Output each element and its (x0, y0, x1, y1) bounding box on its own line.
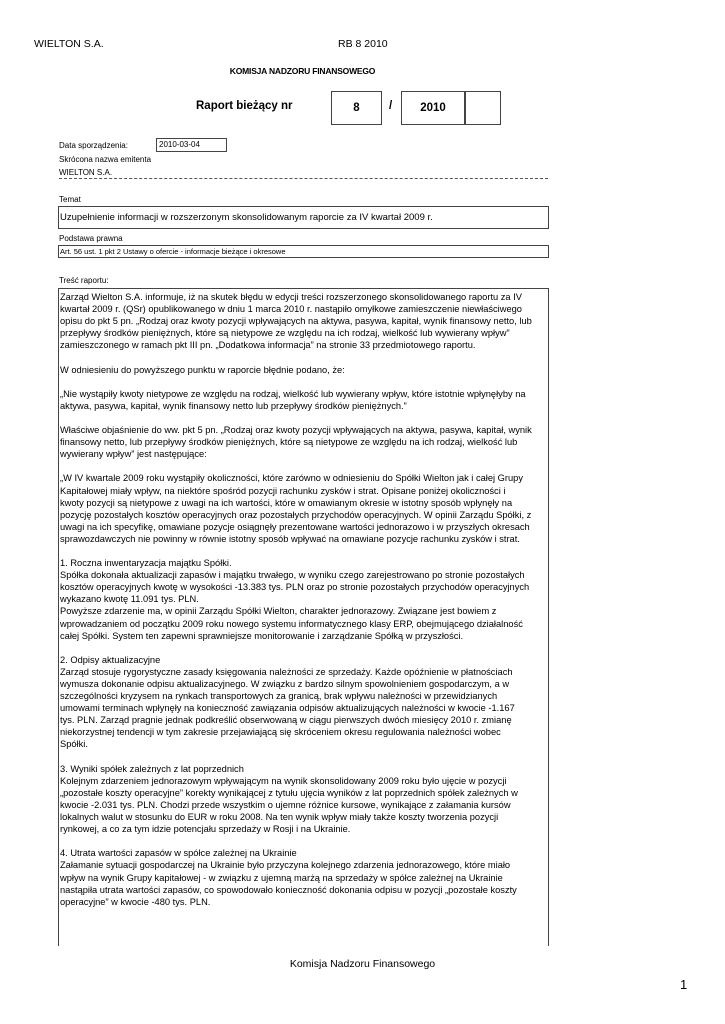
content-line: pozycję pozostałych kosztów operacyjnych oraz pozostałych przychodów operacyjnych. W opinii Zarządu Spółki, z (60, 509, 532, 520)
content-line: zamieszczonego w ramach pkt III pn. „Dodatkowa informacja” na stronie 33 przedmiotowego raportu. (60, 340, 476, 351)
content-line: Kolejnym zdarzeniem jednorazowym wpływającym na wynik skonsolidowany 2009 roku było ujęcie w pozycji (60, 775, 507, 786)
content-line: wykazano kwotę 11.091 tys. PLN. (60, 594, 199, 605)
content-line: Właściwe objaśnienie do ww. pkt 5 pn. „Rodzaj oraz kwoty pozycji wpływających na aktywa, pasywa, kapitał, wynik (60, 425, 532, 436)
content-line: 1. Roczna inwentaryzacja majątku Spółki. (60, 558, 232, 569)
footer-text: Komisja Nadzoru Finansowego (289, 958, 436, 970)
content-line: kosztów operacyjnych kwotę w wysokości -13.383 tys. PLN oraz po stronie pozostałych przychodów operacyjnych (60, 582, 530, 593)
content-line: Załamanie sytuacji gospodarczej na Ukrainie było przyczyna kolejnego zdarzenia jednorazowego, które miało (60, 860, 511, 871)
report-number-box: 8 (331, 91, 382, 125)
content-paragraph (60, 763, 545, 836)
content-line: opisu do pkt 5 pn. „Rodzaj oraz kwoty pozycji wpływających na aktywa, pasywa, kapitał, wynik finansowy netto, lub (60, 316, 532, 327)
content-line: lokalnych walut w stosunku do EUR w roku 2008. Na ten wynik wpływ miały także koszty tworzenia pozycji (60, 812, 499, 823)
header-report-ref: RB 8 2010 (338, 38, 388, 50)
content-line: przepływy środków pieniężnych, które są nietypowe ze względu na ich rodzaj, wielkość lub wywierany wpływ” (60, 328, 510, 339)
content-line: sprawozdawczych nie powinny w równie istotny sposób wpływać na omawiane pozycje rachunku zysków i strat. (60, 533, 520, 544)
short-name-value: WIELTON S.A. (59, 168, 113, 177)
content-line: W odniesieniu do powyższego punktu w raporcie błędnie podano, że: (60, 364, 345, 375)
content-line: umowami terminach wpłynęły na konieczność zawiązania odpisów aktualizujących należności w kwocie -1.167 (60, 703, 515, 714)
footer (0, 958, 725, 970)
content-line: 3. Wyniki spółek zależnych z lat poprzednich (60, 763, 244, 774)
content-line: „pozostałe koszty operacyjne” korekty wynikającej z tytułu ujęcia wyników z lat poprzednich spółek zależnych w (60, 787, 518, 798)
content-paragraph (60, 424, 545, 460)
content-line: „Nie wystąpiły kwoty nietypowe ze względu na rodzaj, wielkość lub wywierany wpływ, które istotnie wpłynęłyby na (60, 388, 526, 399)
content-line: uwagi na ich specyfikę, omawiane pozycje osiągnęły prezentowane wartości jednorazowo i w przyszłych okresach (60, 521, 530, 532)
topic-label: Temat (59, 195, 81, 204)
content-line: wprowadzaniem od początku 2009 roku nowego systemu informatycznego klasy ERP, obejmującego działalność (60, 618, 523, 629)
content-paragraph (60, 557, 545, 642)
authority-text: KOMISJA NADZORU FINANSOWEGO (229, 66, 376, 76)
report-extra-box (465, 91, 501, 125)
content-line: szczególności kryzysem na rynkach transportowych za granicą, brak wpływu należności w przewidzianych (60, 691, 498, 702)
content-line: 2. Odpisy aktualizacyjne (60, 654, 161, 665)
content-line: niekorzystnej tendencji w tym zakresie przejawiającą się skróceniem okresu regulowania należności wobec (60, 727, 501, 738)
content-line: kwocie -2.031 tys. PLN. Chodzi przede wszystkim o ujemne różnice kursowe, wynikające z załamania kursów (60, 799, 511, 810)
short-name-label: Skrócona nazwa emitenta (59, 155, 152, 164)
legal-basis-value: Art. 56 ust. 1 pkt 2 Ustawy o ofercie - informacje bieżące i okresowe (58, 245, 549, 258)
content-line: Spółki. (60, 739, 88, 750)
page-number: 1 (680, 977, 688, 992)
content-line: tys. PLN. Zarząd pragnie jednak podkreślić obserwowaną w ciągu pierwszych dwóch miesięcy 2010 r. zmianę (60, 715, 512, 726)
content-line: wpływ na wynik Grupy kapitałowej - w związku z ujemną marżą na sprzedaży w spółce zależnej na Ukrainie (60, 872, 503, 883)
content-paragraph (60, 472, 545, 545)
content-line: rynkowej, a co za tym idzie potencjału sprzedaży w Rosji i na Ukrainie. (60, 824, 351, 835)
content-line: kwoty pozycji są nietypowe z uwagi na ich wartości, które w omawianym okresie w istotny sposób wpłynęły na (60, 497, 513, 508)
content-line: Spółka dokonała aktualizacji zapasów i majątku trwałego, w wyniku czego zarejestrowano po stronie pozostałych (60, 570, 525, 581)
authority-heading (0, 66, 725, 76)
content-line: nastąpiła utrata wartości zapasów, co spowodowało konieczność dokonania odpisu w pozycji „pozostałe koszty (60, 884, 517, 895)
content-paragraph (60, 364, 545, 376)
section-divider (59, 178, 548, 179)
content-line: Zarząd stosuje rygorystyczne zasady księgowania należności ze sprzedaży. Każde opóźnienie w płatnościach (60, 666, 513, 677)
report-content (58, 288, 549, 946)
content-line: aktywa, pasywa, kapitał, wynik finansowy netto lub przepływy środków pieniężnych.” (60, 400, 407, 411)
content-line: 4. Utrata wartości zapasów w spółce zależnej na Ukrainie (60, 848, 297, 859)
content-paragraph (60, 847, 545, 907)
content-line: Kapitałowej miały wpływ, na niektóre spośród pozycji rachunku zysków i strat. Opisane poniżej okoliczności i (60, 485, 506, 496)
report-separator: / (389, 100, 393, 112)
content-line: wymusza dokonanie odpisu aktualizacyjnego. W związku z bardzo silnym spowolnieniem gospodarczym, a w (60, 679, 510, 689)
content-paragraph (60, 388, 545, 412)
legal-basis-label: Podstawa prawna (59, 234, 123, 243)
content-line: Zarząd Wielton S.A. informuje, iż na skutek błędu w edycji treści rozszerzonego skonsolidowanego raportu za IV (60, 292, 522, 302)
content-label: Treść raportu: (59, 276, 109, 285)
content-paragraph (60, 654, 545, 751)
topic-value: Uzupełnienie informacji w rozszerzonym skonsolidowanym raporcie za IV kwartał 2009 r. (58, 206, 549, 229)
content-line: wywierany wpływ” jest następujące: (60, 449, 207, 460)
report-year-box: 2010 (401, 91, 465, 125)
content-line: finansowy netto, lub przepływy środków pieniężnych, które są nietypowe ze względu na ich rodzaj, wielkość lub (60, 437, 518, 448)
content-line: operacyjne” w kwocie -480 tys. PLN. (60, 896, 211, 907)
report-title: Raport bieżący nr (196, 100, 293, 112)
content-paragraph (60, 291, 545, 351)
content-line: całej Spółki. System ten zapewni sprawniejsze monitorowanie i zarządzanie Spółką w przyszłości. (60, 630, 464, 641)
date-value: 2010-03-04 (156, 138, 227, 152)
content-line: „W IV kwartale 2009 roku wystąpiły okoliczności, które zarówno w odniesieniu do Spółki Wielton jak i całej Grupy (60, 473, 523, 484)
content-line: kwartał 2009 r. (QSr) opublikowanego w dniu 1 marca 2010 r. nastąpiło omyłkowe zamieszczenie niewłaściwego (60, 304, 522, 315)
content-line: Powyższe zdarzenie ma, w opinii Zarządu Spółki Wielton, charakter jednorazowy. Związane jest bowiem z (60, 606, 497, 617)
header-company: WIELTON S.A. (34, 38, 104, 50)
date-label: Data sporządzenia: (59, 141, 128, 150)
